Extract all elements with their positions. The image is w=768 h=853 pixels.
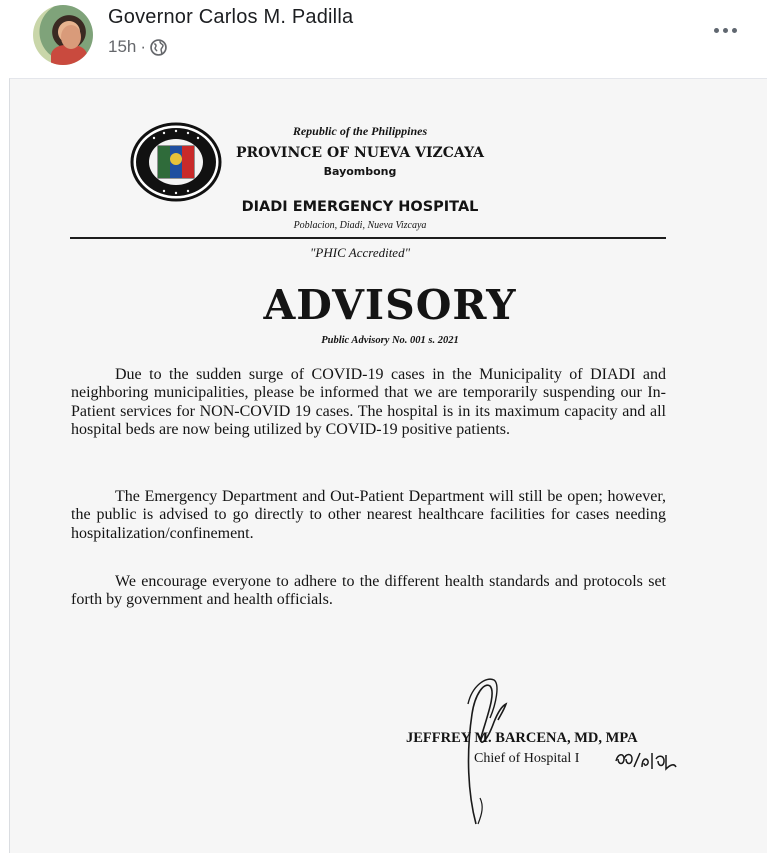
letterhead-address: Poblacion, Diadi, Nueva Vizcaya — [293, 220, 427, 231]
letterhead-town: Bayombong — [323, 165, 397, 178]
post-header — [0, 0, 768, 78]
post-meta — [108, 37, 167, 57]
advisory-title: ADVISORY — [263, 281, 517, 329]
provincial-seal-icon — [130, 122, 222, 202]
dot — [732, 28, 737, 33]
advisory-paragraph-2: The Emergency Department and Out-Patient Department will still be open; however, the public is advised to go directly to other nearest healthcare facilities for cases needing hospitalization/confinement. — [71, 488, 666, 542]
post-author-name[interactable]: Governor Carlos M. Padilla — [108, 6, 354, 28]
letterhead-divider — [70, 237, 666, 239]
advisory-paragraph-3: We encourage everyone to adhere to the different health standards and protocols set forth by government and health officials. — [71, 573, 666, 609]
post-time[interactable]: 15h — [108, 37, 137, 56]
avatar-face — [61, 25, 81, 49]
advisory-paragraph-1: Due to the sudden surge of COVID-19 cases in the Municipality of DIADI and neighboring municipalities, please be informed that we are temporarily suspending our In-Patient services for NON-COVID 19 cases. The hospital is in its maximum capacity and all hospital beds are now being utilized by COVID-19 positive patients. — [71, 366, 666, 438]
signatory-name: JEFFREY M. BARCENA, MD, MPA — [406, 730, 638, 746]
letterhead-hospital: DIADI EMERGENCY HOSPITAL — [241, 199, 479, 215]
signatory-title: Chief of Hospital I — [474, 751, 580, 766]
dot — [723, 28, 728, 33]
more-options-icon[interactable] — [708, 20, 742, 40]
letterhead-province: PROVINCE OF NUEVA VIZCAYA — [235, 145, 485, 161]
meta-separator: · — [140, 37, 147, 56]
accreditation-note: "PHIC Accredited" — [309, 245, 411, 260]
handwritten-date-icon — [614, 747, 678, 775]
letterhead-republic: Republic of the Philippines — [292, 124, 428, 138]
globe-icon[interactable] — [150, 39, 167, 56]
advisory-number: Public Advisory No. 001 s. 2021 — [321, 335, 459, 346]
avatar[interactable] — [33, 5, 93, 65]
dot — [714, 28, 719, 33]
advisory-document[interactable] — [9, 78, 767, 853]
